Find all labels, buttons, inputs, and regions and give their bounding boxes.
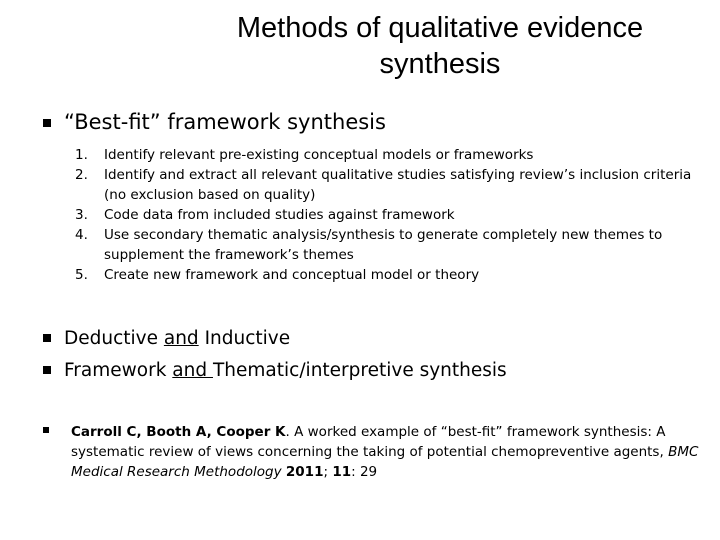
steps-list [75, 145, 715, 285]
bullet-deductive-inductive [43, 328, 290, 349]
bullet-framework-thematic [43, 360, 507, 381]
bullet-text: Framework and Thematic/interpretive synthesis [64, 360, 507, 381]
step-number: 4. [75, 227, 88, 243]
citation-volume: 11 [332, 464, 352, 480]
page-title: Methods of qualitative evidence synthesis [236, 12, 644, 80]
square-bullet-icon [43, 366, 51, 374]
step-text: Code data from included studies against framework [104, 207, 455, 223]
step-text: Identify relevant pre-existing conceptual models or frameworks [104, 147, 534, 163]
square-bullet-icon [43, 427, 49, 433]
step-text: Use secondary thematic analysis/synthesis to generate completely new themes to supplement the framework’s themes [104, 227, 663, 263]
step-number: 2. [75, 167, 88, 183]
bullet-text: “Best-fit” framework synthesis [64, 110, 386, 134]
list-item [75, 265, 715, 285]
square-bullet-icon [43, 119, 51, 127]
step-text: Identify and extract all relevant qualitative studies satisfying review’s inclusion criteria (no exclusion based on quality) [104, 167, 692, 203]
list-item [75, 225, 715, 265]
citation-text: Carroll C, Booth A, Cooper K. A worked example of “best-fit” framework synthesis: A systematic review of views concerning the taking of potential chemopreventive agents, BMC Medical Research Methodology 2011; 11: 29 [71, 424, 699, 480]
reference-citation [43, 422, 703, 482]
step-number: 5. [75, 267, 88, 283]
list-item [75, 205, 715, 225]
citation-authors: Carroll C, Booth A, Cooper K [71, 424, 286, 440]
step-number: 3. [75, 207, 88, 223]
citation-journal: BMC Medical Research Methodology [71, 444, 699, 480]
bullet-text: Deductive and Inductive [64, 328, 291, 349]
step-text: Create new framework and conceptual model or theory [104, 267, 480, 283]
citation-year: 2011 [285, 464, 324, 480]
square-bullet-icon [43, 334, 51, 342]
list-item [75, 165, 715, 205]
list-item [75, 145, 715, 165]
step-number: 1. [75, 147, 88, 163]
bullet-best-fit [43, 110, 386, 134]
